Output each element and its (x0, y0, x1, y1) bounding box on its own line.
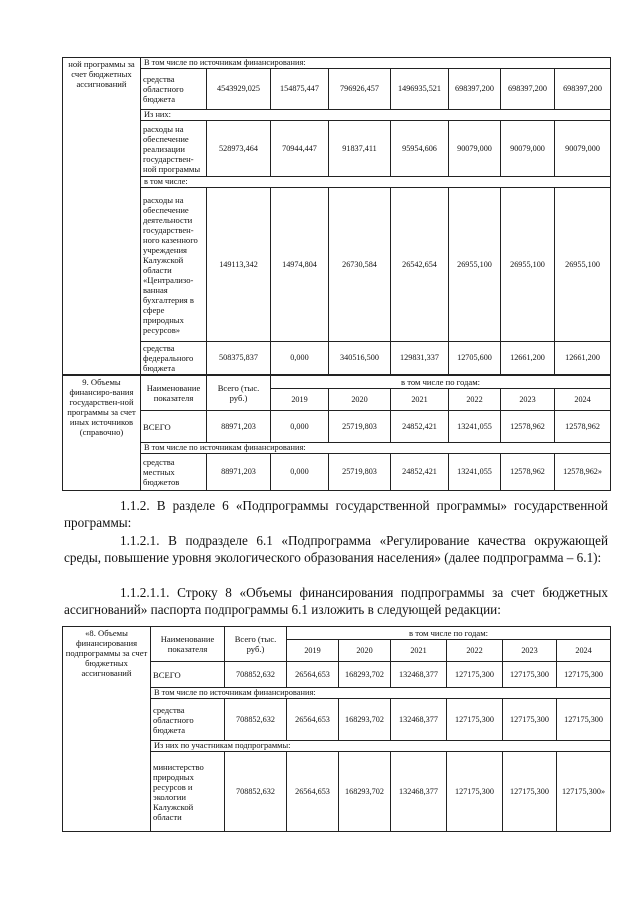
cell-2020: 340516,500 (329, 342, 391, 375)
year-header: 2024 (555, 389, 611, 411)
cell-2020: 168293,702 (339, 752, 391, 832)
cell-2019: 0,000 (271, 342, 329, 375)
year-header: 2022 (449, 389, 501, 411)
row-name: средства федерального бюджета (141, 342, 207, 375)
cell-2019: 0,000 (271, 411, 329, 443)
table-financing-other-sources (62, 375, 611, 491)
span-row: В том числе по источникам финансирования: (141, 58, 611, 69)
year-header: 2020 (339, 640, 391, 662)
cell-2021: 1496935,521 (391, 69, 449, 110)
cell-2024: 12578,962 (555, 411, 611, 443)
col-total-header: Всего (тыс. руб.) (225, 627, 287, 662)
cell-2024: 26955,100 (555, 188, 611, 342)
cell-2024: 127175,300 (557, 699, 611, 741)
col-total-header: Всего (тыс. руб.) (207, 376, 271, 411)
cell-2022: 127175,300 (447, 752, 503, 832)
cell-2024: 127175,300 (557, 662, 611, 688)
col-name-header: Наименование показателя (141, 376, 207, 411)
cell-2020: 168293,702 (339, 699, 391, 741)
cell-2019: 70944,447 (271, 121, 329, 177)
cell-2021: 24852,421 (391, 454, 449, 491)
cell-2020: 25719,803 (329, 411, 391, 443)
cell-2019: 26564,653 (287, 699, 339, 741)
table-subprogram-financing (62, 626, 611, 832)
cell-2021: 132468,377 (391, 752, 447, 832)
row-label: «8. Объемы финансирования подпрограммы за счет бюджетных ассигнований (63, 627, 151, 832)
row-label: 9. Объемы финансиро-вания государствен-ной программы за счет иных источников (справочно) (63, 376, 141, 491)
cell-2019: 0,000 (271, 454, 329, 491)
cell-2022: 127175,300 (447, 662, 503, 688)
row-label: ной программы за счет бюджетных ассигнований (63, 58, 141, 375)
cell-2021: 129831,337 (391, 342, 449, 375)
cell-2023: 698397,200 (501, 69, 555, 110)
col-years-header: в том числе по годам: (287, 627, 611, 640)
row-name: расходы на обеспечение деятельности государствен-ного казенного учреждения Калужской области «Централизо-ванная бухгалтерия в сфере природных ресурсов» (141, 188, 207, 342)
year-header: 2024 (557, 640, 611, 662)
table-row (63, 121, 611, 177)
cell-total: 4543929,025 (207, 69, 271, 110)
cell-2023: 12661,200 (501, 342, 555, 375)
cell-2021: 132468,377 (391, 662, 447, 688)
row-name: министерство природных ресурсов и экологии Калужской области (151, 752, 225, 832)
cell-2019: 26564,653 (287, 662, 339, 688)
cell-total: 88971,203 (207, 411, 271, 443)
cell-2024: 90079,000 (555, 121, 611, 177)
cell-total: 528973,464 (207, 121, 271, 177)
year-header: 2023 (501, 389, 555, 411)
cell-2021: 24852,421 (391, 411, 449, 443)
cell-2023: 90079,000 (501, 121, 555, 177)
cell-2020: 26730,584 (329, 188, 391, 342)
cell-2022: 127175,300 (447, 699, 503, 741)
table-row (63, 454, 611, 491)
row-name: средства областного бюджета (151, 699, 225, 741)
span-row: Из них: (141, 110, 611, 121)
cell-total: 708852,632 (225, 662, 287, 688)
table-row (63, 188, 611, 342)
cell-2022: 26955,100 (449, 188, 501, 342)
cell-2022: 13241,055 (449, 454, 501, 491)
cell-2023: 127175,300 (503, 752, 557, 832)
year-header: 2020 (329, 389, 391, 411)
row-name: ВСЕГО (151, 662, 225, 688)
cell-2021: 26542,654 (391, 188, 449, 342)
col-name-header: Наименование показателя (151, 627, 225, 662)
cell-2023: 12578,962 (501, 411, 555, 443)
year-header: 2021 (391, 640, 447, 662)
cell-total: 88971,203 (207, 454, 271, 491)
row-name: ВСЕГО (141, 411, 207, 443)
cell-2023: 26955,100 (501, 188, 555, 342)
table-financing-budget (62, 57, 611, 375)
cell-2023: 127175,300 (503, 662, 557, 688)
cell-total: 508375,837 (207, 342, 271, 375)
year-header: 2019 (287, 640, 339, 662)
span-row: В том числе по источникам финансирования: (141, 443, 611, 454)
span-row: В том числе по источникам финансирования: (151, 688, 611, 699)
row-name: средства областного бюджета (141, 69, 207, 110)
cell-2020: 168293,702 (339, 662, 391, 688)
paragraph-row-8 (64, 584, 608, 618)
cell-2019: 14974,804 (271, 188, 329, 342)
paragraph-subsection-6-1 (64, 532, 608, 566)
cell-total: 708852,632 (225, 752, 287, 832)
row-name: средства местных бюджетов (141, 454, 207, 491)
cell-total: 149113,342 (207, 188, 271, 342)
cell-2024: 698397,200 (555, 69, 611, 110)
table-row (63, 342, 611, 375)
table-row (63, 411, 611, 443)
paragraph-text: 1.1.2. В разделе 6 «Подпрограммы государственной программы» государственной программы: (64, 498, 608, 530)
year-header: 2022 (447, 640, 503, 662)
paragraph-text: 1.1.2.1. В подразделе 6.1 «Подпрограмма «Регулирование качества окружающей среды, повышение уровня экологического образования населения» (далее подпрограмма – 6.1): (64, 533, 608, 565)
table-row (63, 69, 611, 110)
cell-2023: 12578,962 (501, 454, 555, 491)
year-header: 2023 (503, 640, 557, 662)
cell-2023: 127175,300 (503, 699, 557, 741)
cell-2020: 25719,803 (329, 454, 391, 491)
cell-2022: 698397,200 (449, 69, 501, 110)
paragraph-text: 1.1.2.1.1. Строку 8 «Объемы финансирования подпрограммы за счет бюджетных ассигнований» паспорта подпрограммы 6.1 изложить в следующей редакции: (64, 585, 608, 617)
row-name: расходы на обеспечение реализации государствен-ной программы (141, 121, 207, 177)
col-years-header: в том числе по годам: (271, 376, 611, 389)
cell-2019: 26564,653 (287, 752, 339, 832)
cell-2020: 796926,457 (329, 69, 391, 110)
cell-2024: 12661,200 (555, 342, 611, 375)
cell-2022: 90079,000 (449, 121, 501, 177)
cell-total: 708852,632 (225, 699, 287, 741)
cell-2024: 127175,300» (557, 752, 611, 832)
cell-2022: 13241,055 (449, 411, 501, 443)
cell-2020: 91837,411 (329, 121, 391, 177)
cell-2021: 132468,377 (391, 699, 447, 741)
year-header: 2019 (271, 389, 329, 411)
span-row: Из них по участникам подпрограммы: (151, 741, 611, 752)
paragraph-section-6 (64, 497, 608, 531)
cell-2019: 154875,447 (271, 69, 329, 110)
cell-2021: 95954,606 (391, 121, 449, 177)
cell-2024: 12578,962» (555, 454, 611, 491)
span-row: в том числе: (141, 177, 611, 188)
year-header: 2021 (391, 389, 449, 411)
cell-2022: 12705,600 (449, 342, 501, 375)
